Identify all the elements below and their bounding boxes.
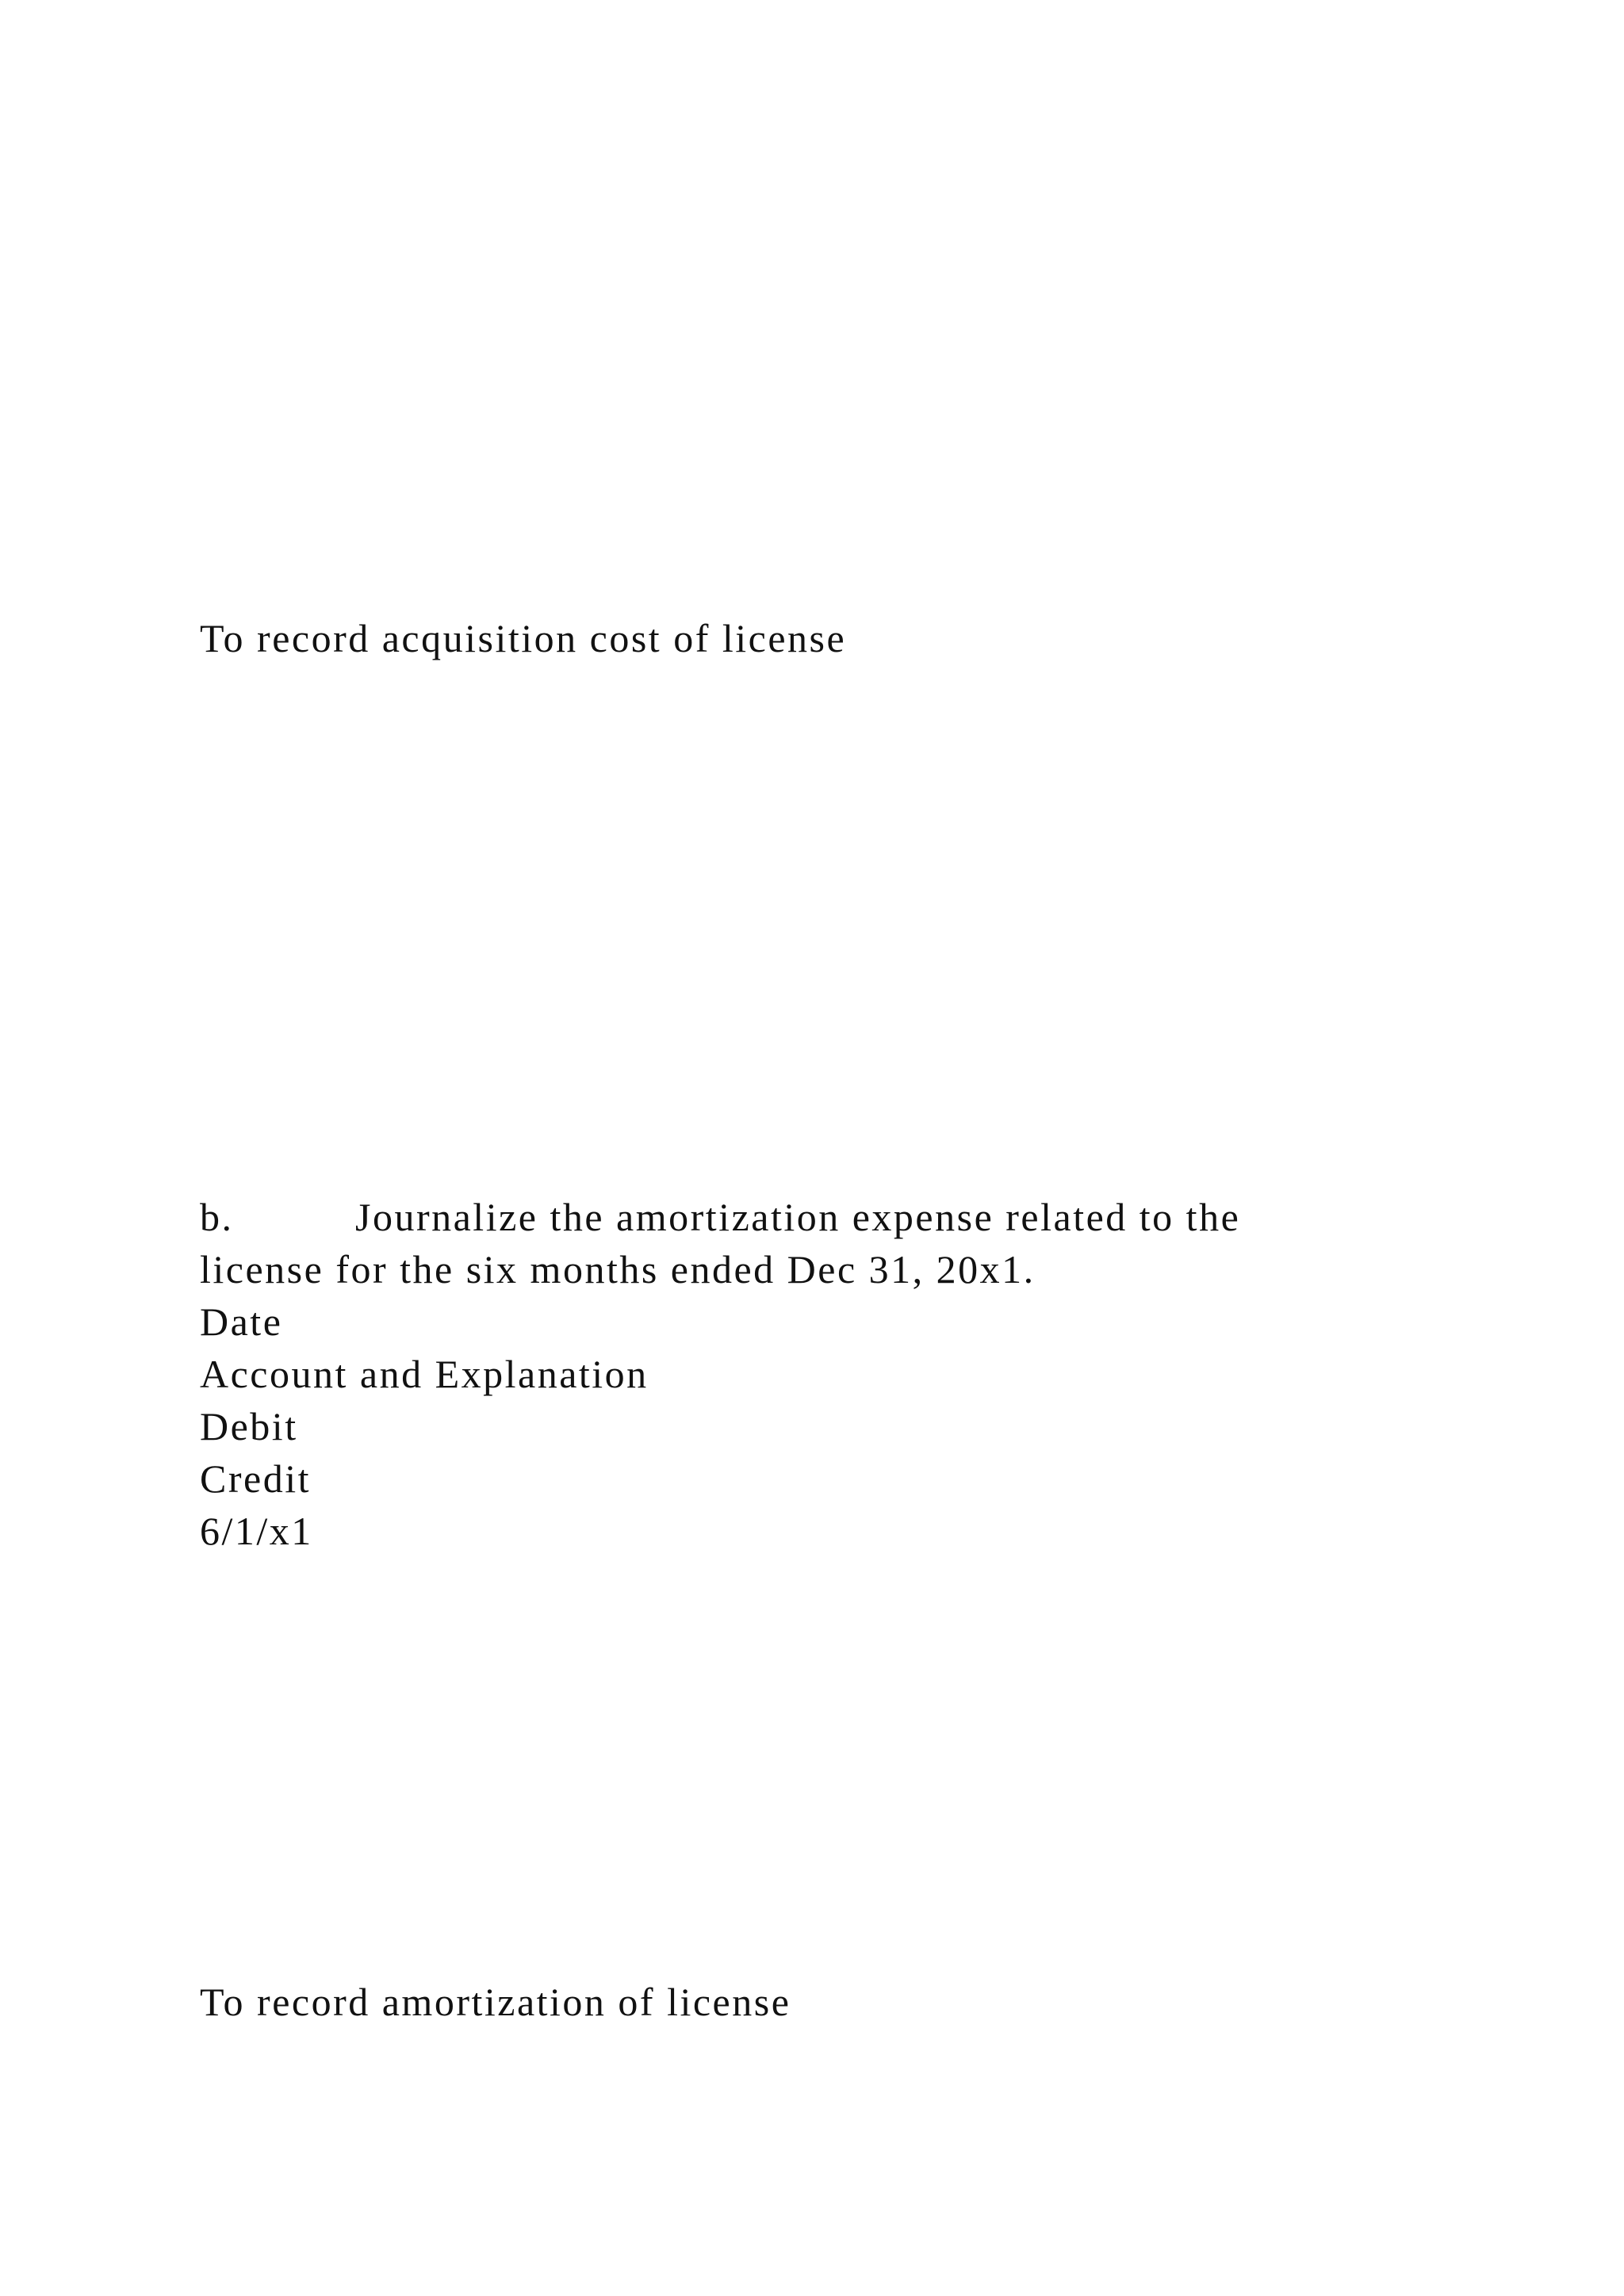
part-b-instruction-line2: license for the six months ended Dec 31, 20x1. (200, 1247, 1036, 1292)
journal-row-date: 6/1/x1 (200, 1509, 313, 1553)
journal-header-credit: Credit (200, 1456, 311, 1501)
part-b-label: b. (200, 1195, 234, 1239)
journal-header-account: Account and Explanation (200, 1352, 649, 1396)
amortization-entry-caption: To record amortization of license (200, 1980, 791, 2024)
journal-header-debit: Debit (200, 1404, 298, 1448)
part-b-instruction-line1: Journalize the amortization expense related to the (355, 1195, 1241, 1239)
acquisition-entry-caption: To record acquisition cost of license (200, 616, 847, 660)
part-b-instruction (200, 1191, 1240, 1243)
journal-header-date: Date (200, 1299, 283, 1344)
